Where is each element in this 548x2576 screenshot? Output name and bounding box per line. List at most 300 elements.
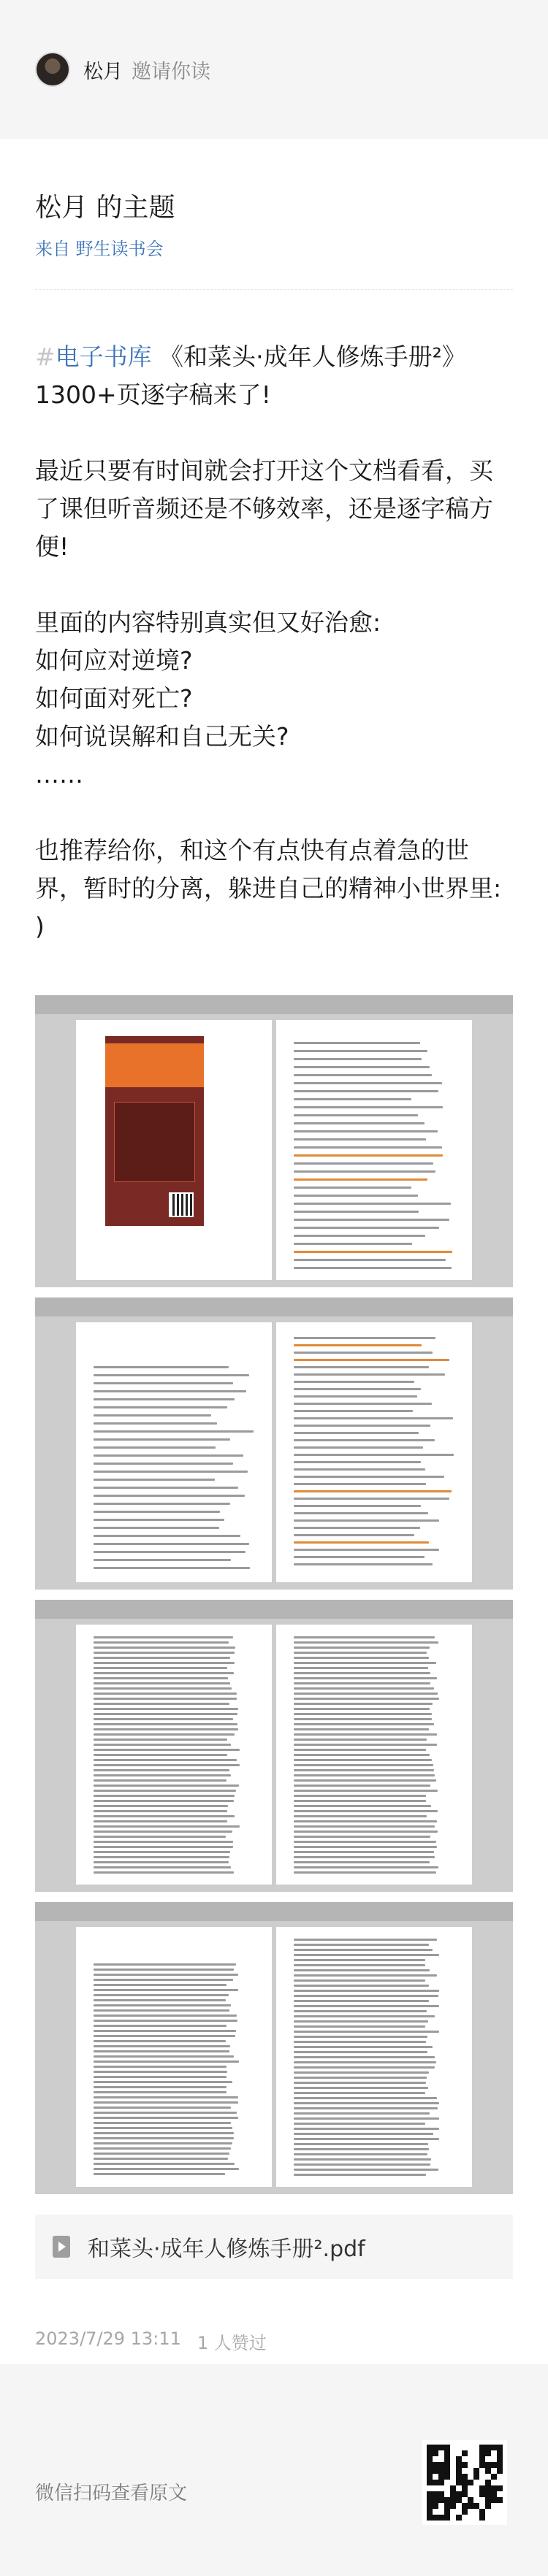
text-line — [94, 1989, 238, 1991]
text-line — [294, 1693, 438, 1695]
text-line — [294, 1790, 438, 1792]
text-line — [294, 1636, 435, 1638]
text-line — [294, 1944, 429, 1946]
text-line — [294, 1337, 435, 1339]
text-line — [294, 1652, 427, 1654]
text-line — [294, 1259, 446, 1261]
text-line — [294, 2066, 435, 2069]
text-line — [94, 1374, 249, 1376]
text-line — [294, 2056, 435, 2058]
text-line — [294, 2112, 430, 2115]
text-line — [294, 1130, 438, 1132]
text-line — [94, 1398, 235, 1400]
text-line — [294, 1483, 426, 1485]
text-line — [294, 1417, 453, 1419]
preview-page — [276, 1020, 472, 1280]
text-line — [294, 1667, 428, 1669]
text-line — [94, 1693, 237, 1695]
text-line — [94, 1974, 238, 1976]
text-line — [294, 1439, 435, 1441]
text-line — [294, 1122, 425, 1124]
text-line — [294, 2031, 439, 2033]
text-line — [94, 1856, 229, 1858]
book-cover-image — [105, 1036, 204, 1226]
viewer-toolbar — [35, 1600, 513, 1619]
pdf-icon — [53, 2236, 72, 2258]
preview-page — [76, 1322, 272, 1582]
text-line — [294, 1657, 429, 1659]
text-line — [94, 2127, 232, 2129]
text-line — [294, 1519, 439, 1522]
text-line — [294, 1187, 411, 1189]
text-line — [294, 2005, 439, 2007]
preview-image[interactable] — [35, 1600, 513, 1892]
text-line — [94, 1790, 236, 1792]
text-line — [294, 2041, 426, 2043]
text-line — [94, 1739, 227, 1741]
text-line — [94, 1713, 237, 1715]
text-line — [294, 2097, 437, 2099]
text-line — [94, 1999, 226, 2001]
text-line — [294, 1647, 430, 1649]
text-line — [94, 1652, 235, 1654]
text-line — [294, 1267, 452, 1269]
text-line — [94, 1551, 246, 1553]
text-line — [294, 2061, 436, 2063]
footer — [0, 2364, 548, 2576]
text-line — [94, 1820, 227, 1822]
text-line — [294, 1505, 421, 1507]
text-line — [294, 1856, 435, 1858]
scan-hint: 微信扫码查看原文 — [35, 2483, 188, 2504]
text-line — [94, 2076, 227, 2078]
text-line — [294, 1990, 439, 1992]
text-line — [294, 1446, 423, 1449]
preview-page — [76, 1020, 272, 1280]
text-line — [294, 1815, 427, 1817]
text-line — [294, 1114, 418, 1116]
text-line — [294, 1403, 432, 1405]
text-line — [294, 1779, 436, 1782]
text-line — [94, 1846, 233, 1848]
text-line — [294, 1344, 422, 1346]
text-line — [294, 2117, 439, 2120]
text-line — [294, 1227, 439, 1229]
text-line — [294, 1352, 433, 1354]
text-line — [94, 1810, 227, 1812]
text-line — [94, 1744, 231, 1746]
preview-page — [276, 1625, 472, 1885]
preview-image[interactable] — [35, 1297, 513, 1590]
post-paragraph-3 — [35, 604, 513, 794]
text-line — [294, 1211, 419, 1213]
text-line — [294, 1687, 434, 1690]
post-paragraph-4: 也推荐给你，和这个有点快有点着急的世界，暂时的分离，躲进自己的精神小世界里: ) — [35, 836, 502, 940]
preview-page — [276, 1927, 472, 2187]
text-line — [294, 1066, 430, 1068]
topic-source[interactable] — [35, 234, 513, 260]
text-line — [294, 1985, 429, 1987]
text-line — [294, 1820, 437, 1822]
text-line — [94, 2147, 231, 2150]
text-line — [294, 2015, 435, 2017]
pdf-file-name: 和菜头·成年人修炼手册².pdf — [88, 2236, 365, 2262]
text-line — [294, 1058, 422, 1060]
text-line — [294, 1800, 426, 1802]
source-prefix: 来自 — [35, 239, 70, 259]
text-line — [294, 1170, 435, 1173]
text-line — [94, 1708, 238, 1710]
text-line — [294, 2169, 438, 2171]
text-line — [294, 2158, 431, 2161]
text-line — [294, 1959, 425, 1961]
text-line — [294, 1662, 436, 1664]
text-line — [294, 2000, 429, 2002]
text-line — [294, 1759, 432, 1761]
text-line — [294, 1556, 425, 1558]
viewer-toolbar — [35, 1902, 513, 1921]
text-line — [94, 1969, 234, 1971]
post-line: …… — [35, 760, 83, 789]
text-line — [94, 1963, 236, 1966]
text-line — [294, 1841, 436, 1843]
text-line — [294, 1641, 438, 1644]
text-line — [94, 1414, 211, 1417]
preview-page — [276, 1322, 472, 1582]
text-line — [294, 1534, 414, 1536]
text-line — [294, 1939, 437, 1941]
text-line — [94, 2050, 229, 2052]
text-line — [294, 1677, 437, 1679]
qr-code-grid — [427, 2445, 503, 2521]
hashtag-label: 电子书库 — [55, 342, 152, 371]
text-line — [294, 1498, 449, 1500]
text-line — [294, 1541, 429, 1544]
viewer-toolbar — [35, 995, 513, 1014]
text-line — [94, 2066, 227, 2068]
text-line — [294, 1795, 426, 1797]
hashtag-symbol: # — [35, 342, 56, 371]
text-line — [94, 1733, 235, 1736]
text-line — [294, 1861, 430, 1863]
text-line — [294, 1723, 434, 1725]
text-line — [94, 1866, 231, 1868]
text-line — [294, 2174, 426, 2176]
hashtag-link[interactable] — [35, 342, 152, 371]
text-line — [294, 1243, 412, 1245]
post-line: 如何说误解和自己无关? — [35, 722, 289, 751]
text-line — [294, 1713, 432, 1715]
text-line — [94, 1641, 229, 1644]
qr-code — [422, 2440, 507, 2525]
text-line — [294, 1527, 420, 1529]
text-line — [294, 1235, 425, 1237]
text-line — [294, 1846, 437, 1848]
text-line — [294, 1432, 419, 1434]
text-line — [94, 1774, 231, 1776]
text-line — [294, 1490, 452, 1492]
text-line — [294, 1969, 430, 1971]
text-line — [294, 1974, 437, 1977]
text-line — [94, 1647, 235, 1649]
text-line — [94, 1503, 230, 1505]
text-line — [294, 2102, 439, 2104]
text-line — [294, 1454, 454, 1456]
invite-text: 邀请你读 — [132, 60, 210, 83]
text-line — [94, 1446, 216, 1449]
text-line — [294, 2071, 429, 2074]
preview-image[interactable] — [35, 1902, 513, 2194]
text-line — [294, 1074, 432, 1076]
text-line — [94, 1728, 238, 1730]
text-line — [294, 2036, 427, 2038]
text-line — [294, 1718, 432, 1720]
text-line — [294, 1468, 425, 1471]
text-line — [294, 1476, 444, 1478]
text-line — [294, 2143, 428, 2145]
text-line — [294, 1154, 443, 1157]
text-line — [94, 2107, 231, 2109]
divider — [35, 289, 513, 290]
text-line — [94, 1871, 234, 1874]
text-line — [294, 1825, 435, 1828]
text-line — [294, 2163, 430, 2166]
text-line — [94, 1567, 250, 1569]
text-line — [94, 1800, 234, 1802]
text-line — [94, 2009, 229, 2012]
text-line — [294, 1682, 430, 1684]
post-line1-text: 《和菜头·成年人修炼手册²》1300+页逐字稿来了! — [35, 342, 466, 409]
text-line — [294, 1138, 426, 1141]
text-line — [94, 2040, 226, 2042]
text-line — [94, 1366, 229, 1368]
text-line — [294, 1749, 426, 1751]
text-line — [294, 1082, 442, 1084]
text-line — [94, 2142, 232, 2144]
post-paragraph-2: 最近只要有时间就会打开这个文档看看，买了课但听音频还是不够效率，还是逐字稿方便! — [35, 456, 493, 561]
text-line — [294, 1425, 430, 1427]
text-line — [94, 2112, 237, 2114]
text-line — [94, 1754, 227, 1756]
text-line — [294, 1733, 437, 1736]
text-line — [94, 1831, 232, 1833]
text-line — [294, 1851, 434, 1853]
source-group-link[interactable]: 野生读书会 — [75, 239, 164, 259]
text-line — [294, 1563, 433, 1565]
text-line — [294, 1810, 438, 1812]
text-line — [294, 2148, 429, 2150]
text-line — [94, 1994, 229, 1996]
text-line — [294, 1410, 413, 1412]
text-line — [294, 2092, 425, 2094]
text-line — [94, 1703, 229, 1705]
like-count[interactable]: 1 人赞过 — [197, 2333, 267, 2353]
text-line — [94, 2137, 234, 2139]
text-line — [94, 2045, 230, 2047]
text-line — [294, 1805, 431, 1807]
text-line — [94, 1463, 233, 1465]
text-line — [94, 1825, 240, 1828]
text-line — [294, 1703, 433, 1705]
text-line — [294, 1774, 435, 1776]
text-line — [94, 1687, 232, 1690]
text-line — [94, 1471, 248, 1473]
text-line — [294, 1831, 438, 1833]
text-line — [94, 1662, 235, 1664]
text-line — [294, 2046, 433, 2048]
text-line — [94, 2004, 231, 2006]
text-line — [294, 1739, 427, 1741]
pdf-attachment[interactable] — [35, 2215, 513, 2279]
text-line — [294, 1871, 436, 1874]
text-line — [294, 2138, 439, 2140]
text-line — [94, 1390, 246, 1392]
text-line — [94, 2163, 235, 2165]
text-line — [94, 1657, 230, 1659]
text-line — [94, 1779, 227, 1782]
user-name[interactable]: 松月 — [83, 60, 123, 83]
text-line — [294, 2077, 427, 2079]
text-line — [294, 1366, 429, 1368]
text-line — [94, 1841, 233, 1843]
text-line — [94, 2055, 234, 2058]
text-line — [294, 2020, 428, 2023]
text-line — [94, 2132, 234, 2134]
text-line — [294, 1728, 429, 1730]
text-line — [94, 1764, 240, 1766]
text-line — [94, 1438, 230, 1441]
text-line — [294, 1995, 438, 1997]
text-line — [294, 2025, 425, 2028]
text-line — [94, 1677, 228, 1679]
text-line — [294, 1388, 421, 1390]
text-line — [94, 1769, 229, 1771]
text-line — [94, 1636, 233, 1638]
text-line — [94, 2061, 239, 2063]
text-line — [94, 1487, 238, 1489]
text-line — [294, 1395, 417, 1398]
text-line — [94, 1527, 219, 1529]
text-line — [94, 1718, 233, 1720]
text-line — [294, 1764, 433, 1766]
text-line — [294, 1512, 428, 1514]
post-line: 如何应对逆境? — [35, 646, 193, 675]
text-line — [294, 2133, 433, 2135]
text-line — [294, 1359, 449, 1361]
text-line — [294, 1708, 430, 1710]
post-line: 如何面对死亡? — [35, 684, 193, 713]
text-line — [294, 2010, 427, 2012]
text-line — [294, 1195, 418, 1197]
text-line — [94, 1698, 237, 1700]
text-line — [94, 2081, 232, 2083]
text-line — [94, 1749, 240, 1751]
image-gallery — [35, 995, 513, 2194]
text-line — [294, 1698, 439, 1700]
text-line — [294, 2051, 427, 2053]
text-line — [94, 1851, 230, 1853]
text-line — [294, 1146, 442, 1149]
text-line — [294, 2082, 426, 2084]
text-line — [94, 1672, 234, 1674]
text-line — [294, 1954, 439, 1956]
text-line — [294, 1744, 437, 1746]
text-line — [94, 2096, 238, 2098]
text-line — [94, 1979, 233, 1981]
text-line — [94, 1805, 228, 1807]
text-line — [94, 2015, 237, 2017]
text-line — [94, 1795, 235, 1797]
text-line — [94, 2030, 236, 2032]
text-line — [94, 2168, 239, 2170]
viewer-toolbar — [35, 1297, 513, 1316]
text-line — [294, 1979, 425, 1982]
text-line — [94, 1382, 233, 1384]
text-line — [294, 1219, 449, 1221]
text-line — [94, 1723, 237, 1725]
text-line — [94, 1682, 230, 1684]
text-line — [294, 1381, 414, 1383]
text-line — [294, 1672, 430, 1674]
topic-title: 松月 的主题 — [35, 193, 175, 223]
text-line — [294, 1090, 438, 1092]
text-line — [94, 1984, 227, 1986]
text-line — [294, 1203, 451, 1205]
text-line — [294, 1964, 425, 1966]
text-line — [94, 2122, 231, 2124]
text-line — [94, 1543, 249, 1545]
post-date: 2023/7/29 13:11 — [35, 2328, 181, 2349]
text-line — [94, 2117, 238, 2119]
text-line — [294, 2123, 425, 2125]
text-line — [294, 1769, 434, 1771]
text-line — [94, 1479, 215, 1481]
avatar[interactable] — [35, 52, 70, 87]
text-line — [94, 1836, 226, 1838]
text-line — [294, 1754, 430, 1756]
text-line — [94, 1815, 235, 1817]
text-line — [94, 2035, 235, 2037]
preview-image[interactable] — [35, 995, 513, 1287]
text-line — [94, 1785, 239, 1787]
header-bar — [0, 0, 548, 139]
text-line — [94, 2020, 237, 2022]
text-line — [294, 1251, 452, 1253]
text-line — [94, 2091, 227, 2093]
text-line — [94, 2153, 229, 2155]
text-line — [94, 2025, 227, 2027]
text-line — [294, 1949, 433, 1951]
text-line — [294, 1162, 433, 1165]
text-line — [94, 1861, 229, 1863]
text-line — [94, 2158, 228, 2160]
text-line — [294, 1050, 427, 1052]
text-line — [294, 1836, 430, 1838]
text-line — [294, 2153, 427, 2155]
text-line — [294, 1549, 439, 1551]
text-line — [294, 1178, 427, 1181]
preview-page — [76, 1927, 272, 2187]
text-line — [94, 1511, 220, 1513]
preview-page — [76, 1625, 272, 1885]
text-line — [94, 1495, 245, 1497]
text-line — [94, 1430, 254, 1433]
text-line — [94, 2173, 225, 2175]
text-line — [94, 1422, 217, 1425]
topic-card — [0, 139, 548, 2364]
text-line — [294, 1785, 430, 1787]
text-line — [94, 1406, 227, 1408]
